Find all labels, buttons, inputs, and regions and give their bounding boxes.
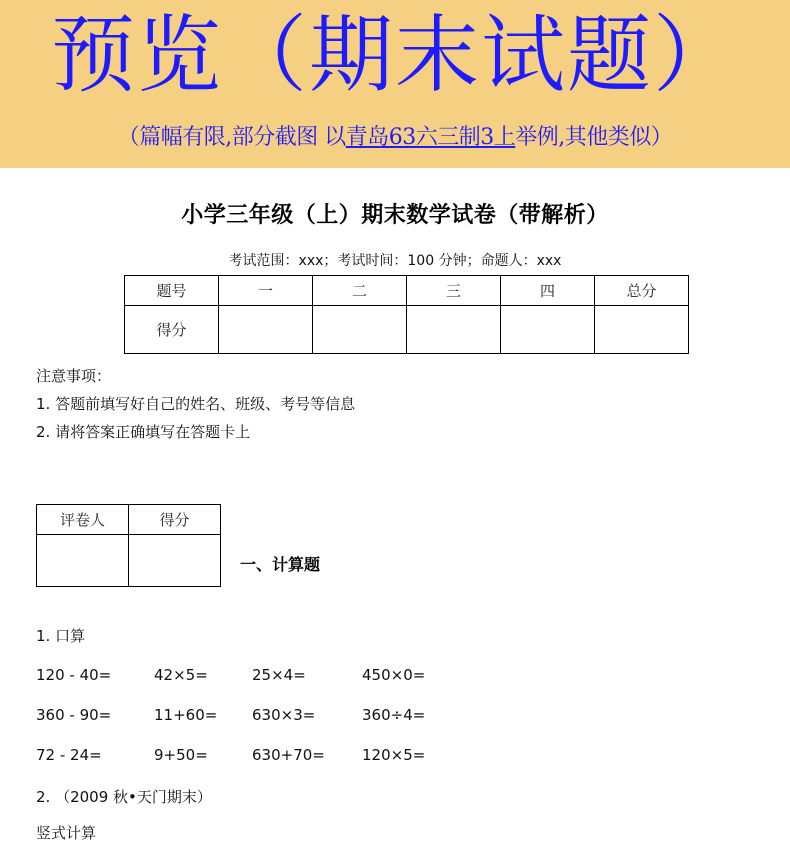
calc-item: 42×5= [154, 666, 208, 684]
grader-cell [37, 535, 129, 587]
banner-subtitle [0, 118, 790, 158]
score-header-cell: 二 [313, 276, 407, 306]
calc-row [36, 746, 536, 768]
calc-item: 72 - 24= [36, 746, 102, 764]
grader-cell [129, 535, 221, 587]
banner-subtitle-prefix: （篇幅有限,部分截图 以 [117, 125, 346, 150]
grader-header-cell: 评卷人 [37, 505, 129, 535]
calc-item: 630+70= [252, 746, 325, 764]
section-title: 一、计算题 [240, 555, 321, 574]
score-cell [595, 306, 689, 354]
grader-header-row [37, 505, 221, 535]
calc-item: 120×5= [362, 746, 426, 764]
question-1-label: 1. 口算 [36, 627, 86, 645]
banner-subtitle-suffix: 举例,其他类似） [515, 125, 673, 150]
score-cell [407, 306, 501, 354]
grader-table [36, 504, 221, 587]
question-2-label: 2. （2009 秋•天门期末） [36, 788, 212, 806]
notes-item: 1. 答题前填写好自己的姓名、班级、考号等信息 [36, 395, 356, 413]
calc-item: 360÷4= [362, 706, 426, 724]
exam-info: 考试范围：xxx；考试时间：100 分钟；命题人：xxx [228, 253, 562, 269]
score-cell [501, 306, 595, 354]
calc-item: 450×0= [362, 666, 426, 684]
notes-heading: 注意事项： [36, 367, 112, 385]
score-table [124, 275, 689, 354]
calc-item: 25×4= [252, 666, 306, 684]
grader-body-row [37, 535, 221, 587]
calc-row [36, 666, 536, 688]
banner-title: 预览（期末试题） [50, 6, 739, 104]
score-header-cell: 四 [501, 276, 595, 306]
notes-item: 2. 请将答案正确填写在答题卡上 [36, 423, 251, 441]
score-header-cell: 题号 [125, 276, 219, 306]
score-header-cell: 三 [407, 276, 501, 306]
score-cell [219, 306, 313, 354]
score-row-label: 得分 [125, 306, 219, 354]
notes [36, 362, 355, 446]
banner-subtitle-link[interactable]: 青岛63六三制3上 [345, 125, 516, 150]
score-header-cell: 总分 [595, 276, 689, 306]
calc-item: 360 - 90= [36, 706, 112, 724]
calc-item: 120 - 40= [36, 666, 112, 684]
grader-header-cell: 得分 [129, 505, 221, 535]
question-3-label: 竖式计算 [36, 824, 97, 842]
score-table-header-row [125, 276, 689, 306]
score-table-score-row [125, 306, 689, 354]
calc-item: 9+50= [154, 746, 208, 764]
score-header-cell: 一 [219, 276, 313, 306]
calc-row [36, 706, 536, 728]
calc-item: 630×3= [252, 706, 316, 724]
paper-title: 小学三年级（上）期末数学试卷（带解析） [181, 203, 609, 228]
calc-item: 11+60= [154, 706, 218, 724]
score-cell [313, 306, 407, 354]
preview-banner [0, 0, 790, 168]
